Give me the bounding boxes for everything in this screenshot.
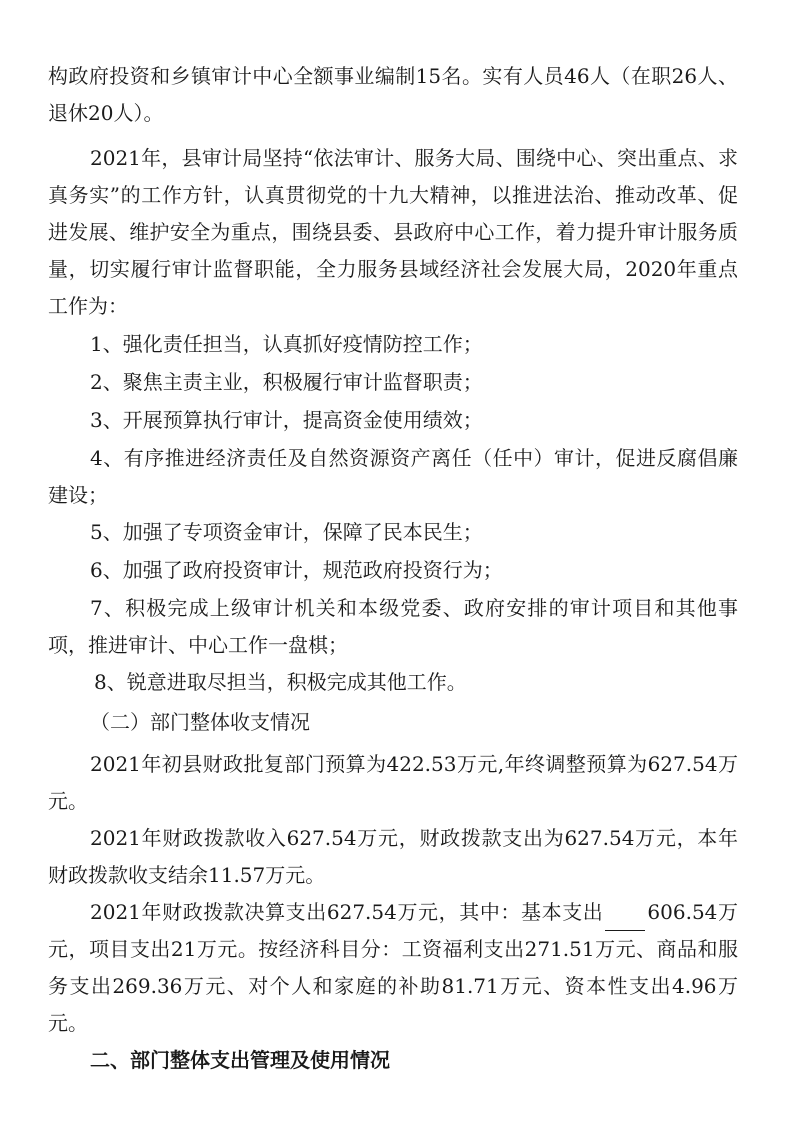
work-item-6: 6、加强了政府投资审计，规范政府投资行为； (90, 558, 503, 582)
main-heading-2: 二、部门整体支出管理及使用情况 (90, 1048, 390, 1072)
intro-continued-paragraph: 构政府投资和乡镇审计中心全额事业编制15名。实有人员46人（在职26人、退休20人）。 (48, 64, 738, 125)
work-item-5: 5、加强了专项资金审计，保障了民本民生； (90, 520, 483, 544)
work-item-2: 2、聚焦主责主业，积极履行审计监督职责； (90, 370, 483, 394)
expenditure-paragraph (48, 894, 738, 1042)
budget-paragraph: 2021年初县财政批复部门预算为422.53万元,年终调整预算为627.54万元。 (48, 752, 738, 813)
funding-paragraph: 2021年财政拨款收入627.54万元，财政拨款支出为627.54万元，本年财政拨款收支结余11.57万元。 (48, 826, 738, 887)
section-2-heading: （二）部门整体收支情况 (90, 710, 310, 734)
work-item-4: 4、有序推进经济责任及自然资源资产离任（任中）审计，促进反腐倡廉建设； (48, 446, 738, 507)
work-item-1: 1、强化责任担当，认真抓好疫情防控工作； (90, 332, 483, 356)
expenditure-text-end: 606.54万元，项目支出21万元。按经济科目分：工资福利支出271.51万元、商品和服务支出269.36万元、对个人和家庭的补助81.71万元、资本性支出4.96万元。 (48, 900, 738, 1035)
fill-in-blank (605, 908, 645, 931)
work-item-3: 3、开展预算执行审计，提高资金使用绩效； (90, 408, 483, 432)
expenditure-text-start: 2021年财政拨款决算支出627.54万元，其中：基本支出 (90, 900, 604, 924)
work-item-8: 8、锐意进取尽担当，积极完成其他工作。 (94, 670, 467, 694)
work-item-7: 7、积极完成上级审计机关和本级党委、政府安排的审计项目和其他事项，推进审计、中心工作一盘棋； (48, 596, 738, 657)
summary-paragraph: 2021年，县审计局坚持“依法审计、服务大局、围绕中心、突出重点、求真务实”的工作方针，认真贯彻党的十九大精神，以推进法治、推动改革、促进发展、维护安全为重点，围绕县委、县政府中心工作，着力提升审计服务质量，切实履行审计监督职能，全力服务县域经济社会发展大局，2020年重点工作为： (48, 146, 738, 318)
